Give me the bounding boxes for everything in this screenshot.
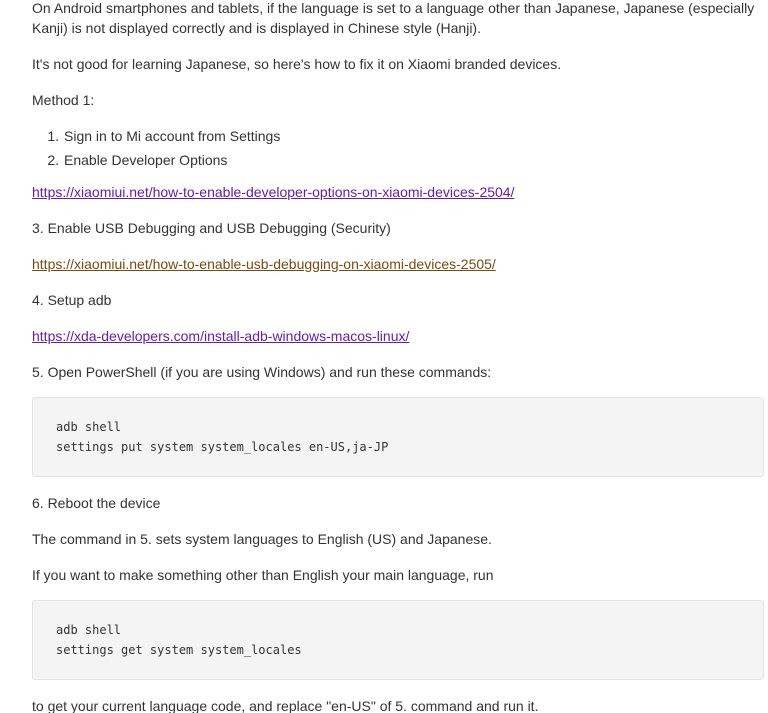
step-4-text: 4. Setup adb — [32, 292, 112, 308]
usb-debugging-link[interactable]: https://xiaomiui.net/how-to-enable-usb-debugging-on-xiaomi-devices-2505/ — [32, 256, 496, 272]
code-block-set-locales[interactable] — [32, 397, 764, 477]
code-line: adb shell — [56, 623, 122, 637]
code-line: settings get system system_locales — [56, 643, 302, 657]
explanation-paragraph: The command in 5. sets system languages to English (US) and Japanese. — [32, 531, 492, 547]
list-item: 2. Enable Developer Options — [63, 150, 764, 170]
developer-options-link[interactable]: https://xiaomiui.net/how-to-enable-developer-options-on-xiaomi-devices-2504/ — [32, 184, 515, 200]
code-block-get-locales[interactable] — [32, 600, 764, 680]
list-item: 1. Sign in to Mi account from Settings — [63, 126, 764, 146]
adb-install-link[interactable]: https://xda-developers.com/install-adb-windows-macos-linux/ — [32, 328, 410, 344]
intro-paragraph: On Android smartphones and tablets, if the language is set to a language other than Japanese, Japanese (especially Kanji) is not displayed correctly and is displayed in Chinese style (Hanji). — [32, 0, 755, 36]
other-language-paragraph: If you want to make something other than English your main language, run — [32, 567, 494, 583]
closing-paragraph: to get your current language code, and replace "en-US" of 5. command and run it. — [32, 698, 539, 713]
steps-list — [32, 126, 764, 170]
developer-options-link-paragraph — [32, 182, 764, 202]
code-line: settings put system system_locales en-US,ja-JP — [56, 440, 389, 454]
step-3-text: 3. Enable USB Debugging and USB Debugging (Security) — [32, 220, 391, 236]
purpose-paragraph: It's not good for learning Japanese, so here's how to fix it on Xiaomi branded devices. — [32, 56, 562, 72]
code-line: adb shell — [56, 420, 122, 434]
method-heading: Method 1: — [32, 92, 95, 108]
adb-link-paragraph — [32, 326, 764, 346]
step-6-text: 6. Reboot the device — [32, 495, 161, 511]
usb-debugging-link-paragraph — [32, 254, 764, 274]
step-5-text: 5. Open PowerShell (if you are using Windows) and run these commands: — [32, 364, 492, 380]
